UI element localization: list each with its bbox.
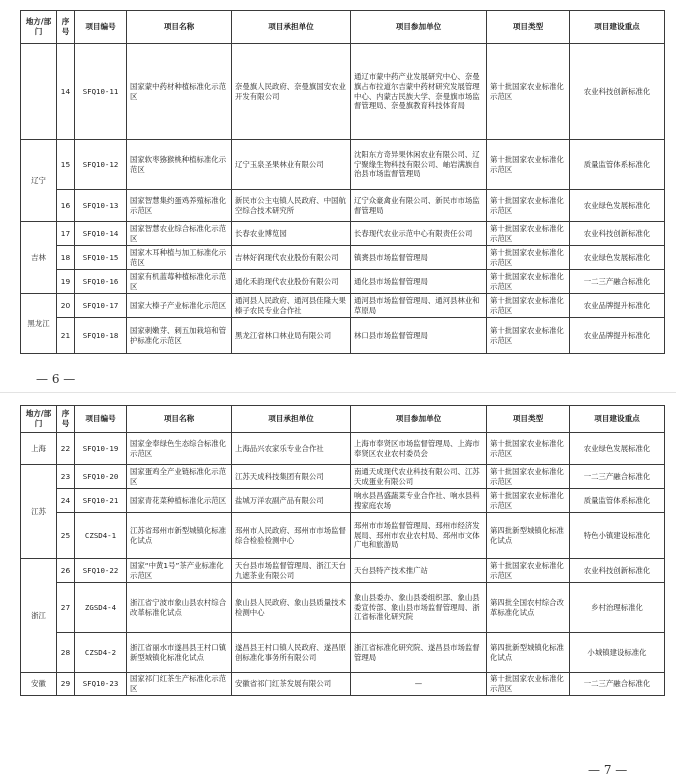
partner-units-cell: 邳州市市场监督管理局、邳州市经济发展局、邳州市农业农村局、邳州市文体广电和旅游局 xyxy=(351,513,487,559)
code-cell: SFQ10-13 xyxy=(75,190,127,222)
partner-units-cell: — xyxy=(351,673,487,696)
project-table-page-6 xyxy=(20,10,665,354)
project-type-cell: 第十批国家农业标准化示范区 xyxy=(487,465,570,489)
project-name-cell: 国家有机蓝莓种植标准化示范区 xyxy=(127,270,232,294)
seq-cell: 27 xyxy=(57,583,75,633)
header-focus: 项目建设重点 xyxy=(570,406,665,433)
focus-cell: 农业科技创新标准化 xyxy=(570,222,665,246)
focus-cell: 农业绿色发展标准化 xyxy=(570,246,665,270)
seq-cell: 17 xyxy=(57,222,75,246)
focus-cell: 质量监管体系标准化 xyxy=(570,140,665,190)
header-region: 地方/部门 xyxy=(21,11,57,44)
header-name: 项目名称 xyxy=(127,406,232,433)
code-cell: SFQ10-12 xyxy=(75,140,127,190)
table-row xyxy=(21,633,665,673)
focus-cell: 农业绿色发展标准化 xyxy=(570,190,665,222)
header-region: 地方/部门 xyxy=(21,406,57,433)
seq-cell: 20 xyxy=(57,294,75,318)
focus-cell: 农业品牌提升标准化 xyxy=(570,318,665,354)
lead-unit-cell: 江苏天成科技集团有限公司 xyxy=(232,465,351,489)
focus-cell: 一二三产融合标准化 xyxy=(570,465,665,489)
page-number: — 6 — xyxy=(36,372,76,386)
focus-cell: 一二三产融合标准化 xyxy=(570,673,665,696)
project-name-cell: 国家智慧集约蛋鸡养殖标准化示范区 xyxy=(127,190,232,222)
table-row xyxy=(21,433,665,465)
lead-unit-cell: 安徽省祁门红茶发展有限公司 xyxy=(232,673,351,696)
page-number: — 7 — xyxy=(588,763,628,777)
project-type-cell: 第十批国家农业标准化示范区 xyxy=(487,294,570,318)
code-cell: SFQ10-18 xyxy=(75,318,127,354)
project-type-cell: 第十批国家农业标准化示范区 xyxy=(487,559,570,583)
header-lead: 项目承担单位 xyxy=(232,11,351,44)
lead-unit-cell: 象山县人民政府、象山县质量技术检测中心 xyxy=(232,583,351,633)
seq-cell: 29 xyxy=(57,673,75,696)
focus-cell: 小城镇建设标准化 xyxy=(570,633,665,673)
lead-unit-cell: 长春农业博览园 xyxy=(232,222,351,246)
table-row xyxy=(21,513,665,559)
project-type-cell: 第十批国家农业标准化示范区 xyxy=(487,433,570,465)
region-cell: 上海 xyxy=(21,433,57,465)
project-name-cell: 国家金奉绿色生态综合标准化示范区 xyxy=(127,433,232,465)
code-cell: CZSD4-1 xyxy=(75,513,127,559)
project-type-cell: 第四批新型城镇化标准化试点 xyxy=(487,513,570,559)
project-name-cell: 国家软枣猕猴桃种植标准化示范区 xyxy=(127,140,232,190)
seq-cell: 21 xyxy=(57,318,75,354)
seq-cell: 16 xyxy=(57,190,75,222)
project-name-cell: 浙江省丽水市遂昌县王村口镇新型城镇化标准化试点 xyxy=(127,633,232,673)
table-row xyxy=(21,294,665,318)
seq-cell: 28 xyxy=(57,633,75,673)
project-type-cell: 第十批国家农业标准化示范区 xyxy=(487,190,570,222)
project-type-cell: 第十批国家农业标准化示范区 xyxy=(487,673,570,696)
seq-cell: 23 xyxy=(57,465,75,489)
table-row xyxy=(21,44,665,140)
code-cell: SFQ10-14 xyxy=(75,222,127,246)
seq-cell: 14 xyxy=(57,44,75,140)
project-type-cell: 第四批新型城镇化标准化试点 xyxy=(487,633,570,673)
table-row xyxy=(21,222,665,246)
lead-unit-cell: 邳州市人民政府、邳州市市场监督综合检验检测中心 xyxy=(232,513,351,559)
header-type: 项目类型 xyxy=(487,406,570,433)
code-cell: SFQ10-20 xyxy=(75,465,127,489)
region-cell xyxy=(21,44,57,140)
lead-unit-cell: 吉林好润现代农业股份有限公司 xyxy=(232,246,351,270)
project-name-cell: 国家刺嫩芽、刺五加栽培和管护标准化示范区 xyxy=(127,318,232,354)
partner-units-cell: 南通天成现代农业科技有限公司、江苏天成蛋业有限公司 xyxy=(351,465,487,489)
project-name-cell: 国家蛋鸡全产业链标准化示范区 xyxy=(127,465,232,489)
lead-unit-cell: 上海品兴农家乐专业合作社 xyxy=(232,433,351,465)
region-cell: 黑龙江 xyxy=(21,294,57,354)
project-type-cell: 第十批国家农业标准化示范区 xyxy=(487,44,570,140)
header-lead: 项目承担单位 xyxy=(232,406,351,433)
partner-units-cell: 沈阳东方奇异果休闲农业有限公司、辽宁聚缘生物科技有限公司、岫岩满族自治县市场监督管理局 xyxy=(351,140,487,190)
lead-unit-cell: 遂昌县王村口镇人民政府、遂昌原创标准化事务所有限公司 xyxy=(232,633,351,673)
header-focus: 项目建设重点 xyxy=(570,11,665,44)
project-type-cell: 第十批国家农业标准化示范区 xyxy=(487,222,570,246)
lead-unit-cell: 黑龙江省林口林业局有限公司 xyxy=(232,318,351,354)
partner-units-cell: 镇赉县市场监督管理局 xyxy=(351,246,487,270)
lead-unit-cell: 通河县人民政府、通河县佳隆大果榛子农民专业合作社 xyxy=(232,294,351,318)
project-table-page-7 xyxy=(20,405,665,696)
project-name-cell: 国家祁门红茶生产标准化示范区 xyxy=(127,673,232,696)
seq-cell: 26 xyxy=(57,559,75,583)
focus-cell: 一二三产融合标准化 xyxy=(570,270,665,294)
partner-units-cell: 辽宁众豪禽业有限公司、新民市市场监督管理局 xyxy=(351,190,487,222)
table-header-row xyxy=(21,11,665,44)
code-cell: SFQ10-19 xyxy=(75,433,127,465)
region-cell: 吉林 xyxy=(21,222,57,294)
lead-unit-cell: 辽宁玉泉圣果林业有限公司 xyxy=(232,140,351,190)
partner-units-cell: 通化县市场监督管理局 xyxy=(351,270,487,294)
project-name-cell: 国家木耳种植与加工标准化示范区 xyxy=(127,246,232,270)
table-row xyxy=(21,465,665,489)
project-type-cell: 第十批国家农业标准化示范区 xyxy=(487,140,570,190)
table-row xyxy=(21,140,665,190)
header-code: 项目编号 xyxy=(75,11,127,44)
code-cell: SFQ10-16 xyxy=(75,270,127,294)
lead-unit-cell: 奈曼旗人民政府、奈曼旗国安农业开发有限公司 xyxy=(232,44,351,140)
project-name-cell: 国家“中黄1号”茶产业标准化示范区 xyxy=(127,559,232,583)
focus-cell: 质量监管体系标准化 xyxy=(570,489,665,513)
header-code: 项目编号 xyxy=(75,406,127,433)
seq-cell: 22 xyxy=(57,433,75,465)
seq-cell: 24 xyxy=(57,489,75,513)
project-type-cell: 第十批国家农业标准化示范区 xyxy=(487,489,570,513)
focus-cell: 乡村治理标准化 xyxy=(570,583,665,633)
region-cell: 安徽 xyxy=(21,673,57,696)
focus-cell: 农业科技创新标准化 xyxy=(570,44,665,140)
header-type: 项目类型 xyxy=(487,11,570,44)
code-cell: ZGSD4-4 xyxy=(75,583,127,633)
code-cell: SFQ10-17 xyxy=(75,294,127,318)
partner-units-cell: 浙江省标准化研究院、遂昌县市场监督管理局 xyxy=(351,633,487,673)
table-row xyxy=(21,246,665,270)
seq-cell: 25 xyxy=(57,513,75,559)
lead-unit-cell: 通化禾韵现代农业股份有限公司 xyxy=(232,270,351,294)
header-partners: 项目参加单位 xyxy=(351,11,487,44)
table-row xyxy=(21,559,665,583)
code-cell: SFQ10-23 xyxy=(75,673,127,696)
project-name-cell: 国家青花菜种植标准化示范区 xyxy=(127,489,232,513)
project-name-cell: 国家大榛子产业标准化示范区 xyxy=(127,294,232,318)
region-cell: 辽宁 xyxy=(21,140,57,222)
table-row xyxy=(21,318,665,354)
code-cell: CZSD4-2 xyxy=(75,633,127,673)
region-cell: 江苏 xyxy=(21,465,57,559)
table-row xyxy=(21,583,665,633)
partner-units-cell: 天台县特产技术推广站 xyxy=(351,559,487,583)
partner-units-cell: 长春现代农业示范中心有限责任公司 xyxy=(351,222,487,246)
partner-units-cell: 象山县委办、象山县委组织部、象山县委宣传部、象山县市场监督管理局、浙江省标准化研究院 xyxy=(351,583,487,633)
table-row xyxy=(21,190,665,222)
project-name-cell: 国家智慧农业综合标准化示范区 xyxy=(127,222,232,246)
project-name-cell: 江苏省邳州市新型城镇化标准化试点 xyxy=(127,513,232,559)
header-seq: 序号 xyxy=(57,11,75,44)
focus-cell: 农业绿色发展标准化 xyxy=(570,433,665,465)
seq-cell: 18 xyxy=(57,246,75,270)
header-seq: 序号 xyxy=(57,406,75,433)
seq-cell: 19 xyxy=(57,270,75,294)
project-name-cell: 国家蒙中药材种植标准化示范区 xyxy=(127,44,232,140)
focus-cell: 农业品牌提升标准化 xyxy=(570,294,665,318)
partner-units-cell: 通河县市场监督管理局、通河县林业和草原局 xyxy=(351,294,487,318)
partner-units-cell: 上海市奉贤区市场监督管理局、上海市奉贤区农业农村委员会 xyxy=(351,433,487,465)
project-type-cell: 第十批国家农业标准化示范区 xyxy=(487,318,570,354)
lead-unit-cell: 天台县市场监督管理局、浙江天台九遮茶业有限公司 xyxy=(232,559,351,583)
code-cell: SFQ10-21 xyxy=(75,489,127,513)
partner-units-cell: 林口县市场监督管理局 xyxy=(351,318,487,354)
seq-cell: 15 xyxy=(57,140,75,190)
code-cell: SFQ10-15 xyxy=(75,246,127,270)
table-row xyxy=(21,270,665,294)
table-row xyxy=(21,489,665,513)
project-type-cell: 第十批国家农业标准化示范区 xyxy=(487,246,570,270)
table-row xyxy=(21,673,665,696)
code-cell: SFQ10-22 xyxy=(75,559,127,583)
code-cell: SFQ10-11 xyxy=(75,44,127,140)
header-partners: 项目参加单位 xyxy=(351,406,487,433)
header-name: 项目名称 xyxy=(127,11,232,44)
project-name-cell: 浙江省宁波市象山县农村综合改革标准化试点 xyxy=(127,583,232,633)
partner-units-cell: 通辽市蒙中药产业发展研究中心、奈曼旗占布拉道尔吉蒙中药材研究发展管理中心、内蒙古民族大学、奈曼旗市场监督管理局、奈曼旗教育科技体育局 xyxy=(351,44,487,140)
focus-cell: 农业科技创新标准化 xyxy=(570,559,665,583)
page-divider xyxy=(0,392,676,393)
partner-units-cell: 响水县昌盛蔬菜专业合作社、响水县科搜家庭农场 xyxy=(351,489,487,513)
lead-unit-cell: 盐城万洋农副产品有限公司 xyxy=(232,489,351,513)
focus-cell: 特色小镇建设标准化 xyxy=(570,513,665,559)
project-type-cell: 第十批国家农业标准化示范区 xyxy=(487,270,570,294)
lead-unit-cell: 新民市公主屯镇人民政府、中国航空综合技术研究所 xyxy=(232,190,351,222)
region-cell: 浙江 xyxy=(21,559,57,673)
project-type-cell: 第四批全国农村综合改革标准化试点 xyxy=(487,583,570,633)
table-header-row xyxy=(21,406,665,433)
